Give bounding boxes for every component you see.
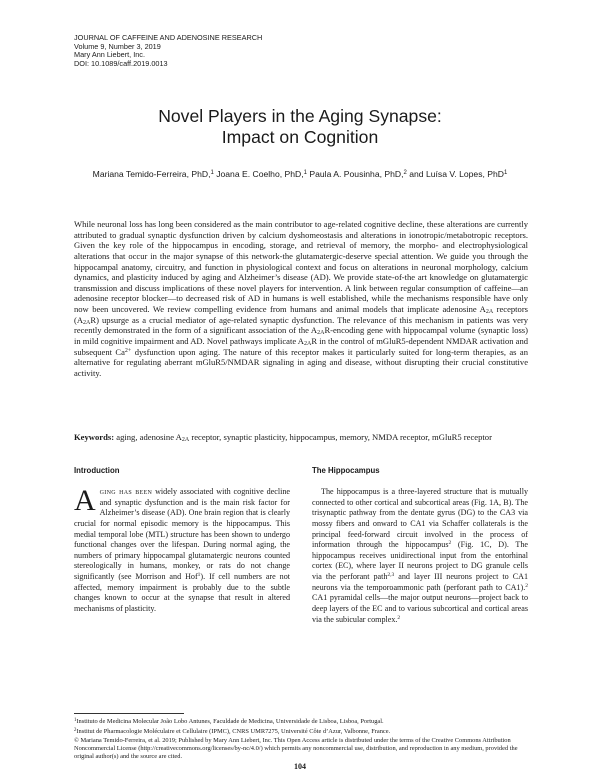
keywords-text: aging, adenosine A [114, 432, 182, 442]
author-name: Paula A. Pousinha, PhD, [309, 169, 404, 179]
subscript: 2A [83, 319, 91, 326]
introduction-text [74, 484, 290, 615]
author-affiliation: 1 [303, 170, 307, 176]
author-affiliation: 1 [504, 170, 508, 176]
introduction-heading: Introduction [74, 466, 120, 475]
author-list [0, 169, 600, 179]
journal-header [74, 34, 374, 68]
journal-name: JOURNAL OF CAFFEINE AND ADENOSINE RESEARCH [74, 33, 263, 42]
affiliation-number: 2 [74, 727, 77, 733]
left-column [74, 466, 290, 615]
author-affiliation: 2 [403, 170, 407, 176]
abstract-text: R) upsurge as a crucial mediator of age-related synaptic dysfunction. The relevance of this mechanism in patients was very recently demonstrated in the form of a significant association of the A [74, 314, 528, 336]
affiliation-text: Institut de Pharmacologie Moléculaire et Cellulaire (IPMC), CNRS UMR7275, Université Côte d’Azur, Valbonne, France. [76, 727, 391, 735]
reference-citation: 1 [197, 572, 201, 578]
reference-citation: 2 [397, 614, 401, 621]
title-line-1: Novel Players in the Aging Synapse: [158, 106, 442, 126]
body-text: ). If cell numbers are not affected, memory impairment is probably due to the subtle changes known to occur at the synapse that result in altered mechanisms of plasticity. [74, 572, 290, 613]
author-affiliation: 1 [210, 170, 214, 176]
reference-citation: 2 [525, 582, 528, 589]
hippocampus-text [312, 487, 528, 625]
affiliation-1 [74, 718, 528, 726]
body-text: widely associated with cognitive decline and synaptic dysfunction and is the main risk factor for Alzheimer’s disease (AD). One brain region that is clearly crucial for normal episodic memory is the hippocampus. This medial temporal lobe (MTL) structure has been shown to undergo functional changes over the lifespan. During normal aging, the numbers of primary hippocampal glutamatergic neurons counted stereologically in humans, monkey, or rats do not change significantly (see Morrison and Hof [74, 487, 290, 581]
affiliation-2 [74, 728, 528, 736]
abstract-text: dysfunction upon aging. The nature of this receptor makes it particularly suited for long-term therapies, as an alternative for regulating aberrant mGluR5/NMDAR signaling in aging and disease, without disrupting their crucial constitutive activity. [74, 346, 528, 378]
abstract-text: While neuronal loss has long been considered as the main contributor to age-related cognitive decline, these alterations are currently attributed to gradual synaptic dysfunction driven by calcium dyshomeostasis and alterations in ionotropic/metabotropic receptors. Given the key role of the hippocampus in encoding, storage, and retrieval of memory, the morpho- and electrophysiological alterations that occur in the major synapse of this network-the glutamatergic-deserve special attention. We guide you through the hippocampal anatomy, circuitry, and function in physiological context and focus on alterations in neuronal morphology, calcium dynamics, and plasticity induced by aging and Alzheimer’s disease (AD). We provide state-of-the art knowledge on glutamatergic transmission and discuss implications of these novel players for intervention. A link between regular consumption of caffeine—an adenosine receptor blocker—to decreased risk of AD in humans is well established, while the mechanisms responsible have only now been uncovered. We review compelling evidence from humans and animal models that implicate adenosine A [74, 219, 528, 314]
drop-cap: A [74, 484, 96, 517]
reference-citation: 2 [448, 540, 452, 547]
title-line-2: Impact on Cognition [221, 127, 379, 147]
subscript: 2A [303, 340, 312, 347]
abstract [74, 219, 528, 378]
body-text: The hippocampus is a three-layered structure that is mutually connected to other cortical and subcortical areas (Fig. 1A, B). The trisynaptic pathway from the dentate gyrus (DG) to the CA3 via mossy fibers and onward to CA1 via Schaffer collaterals is the principal feed-forward circuit involved in the process of information through the hippocampus [312, 487, 528, 550]
article-title [0, 106, 600, 148]
abstract-text: receptors (A [74, 304, 528, 325]
keywords-label: Keywords: [74, 432, 115, 442]
superscript: 2+ [124, 347, 132, 354]
right-column [312, 466, 528, 625]
body-text: (Fig. 1C, D). The hippocampus receives unidirectional input from the entorhinal cortex (EC), where layer II neurons project to DG granule cells via the perforant path [312, 540, 528, 581]
author-name: Joana E. Coelho, PhD, [216, 169, 304, 179]
affiliation-text: Instituto de Medicina Molecular João Lobo Antunes, Faculdade de Medicina, Universidade de Lisboa, Lisboa, Portugal. [76, 718, 384, 725]
author-name: and Luísa V. Lopes, PhD [409, 169, 504, 179]
page-number: 104 [294, 762, 306, 771]
journal-doi: DOI: 10.1089/caff.2019.0013 [74, 58, 168, 68]
journal-publisher: Mary Ann Liebert, Inc. [74, 50, 145, 60]
footnote-divider [74, 713, 184, 714]
author-name: Mariana Temido-Ferreira, PhD, [92, 169, 211, 179]
keywords [74, 432, 528, 443]
abstract-text: R in the control of mGluR5-dependent NMDAR activation and subsequent Ca [74, 335, 528, 357]
footnotes [74, 718, 528, 763]
subscript: 2A [181, 437, 190, 443]
body-text: CA1 pyramidal cells—the major output neurons—project back to deep layers of the EC and to various subcortical and cortical areas via the subicular complex. [312, 593, 528, 624]
subscript: 2A [485, 309, 494, 315]
small-caps-lead: ging has been [99, 487, 153, 496]
subscript: 2A [317, 330, 325, 337]
reference-citation: 2,3 [387, 572, 395, 578]
affiliation-number: 1 [74, 718, 77, 723]
copyright-notice: © Mariana Temido-Ferreira, et al. 2019; Published by Mary Ann Liebert, Inc. This Open Access article is distributed under the terms of the Creative Commons Attribution Noncommercial License (http://creativecommons.org/licenses/by-nc/4.0/) which permits any noncommercial use, distribution, and reproduction in any medium, provided the original author(s) and the source are cited. [74, 737, 518, 760]
body-text: and layer III neurons project to CA1 neurons via the temporoammonic path (perforant path to CA1). [312, 572, 528, 592]
keywords-text: receptor, synaptic plasticity, hippocampus, memory, NMDA receptor, mGluR5 receptor [189, 432, 492, 442]
abstract-text: R-encoding gene with hippocampal volume (synaptic loss) in mild cognitive impairment and AD. Novel pathways implicate A [74, 325, 528, 346]
journal-volume: Volume 9, Number 3, 2019 [74, 41, 161, 51]
hippocampus-heading: The Hippocampus [312, 466, 380, 475]
